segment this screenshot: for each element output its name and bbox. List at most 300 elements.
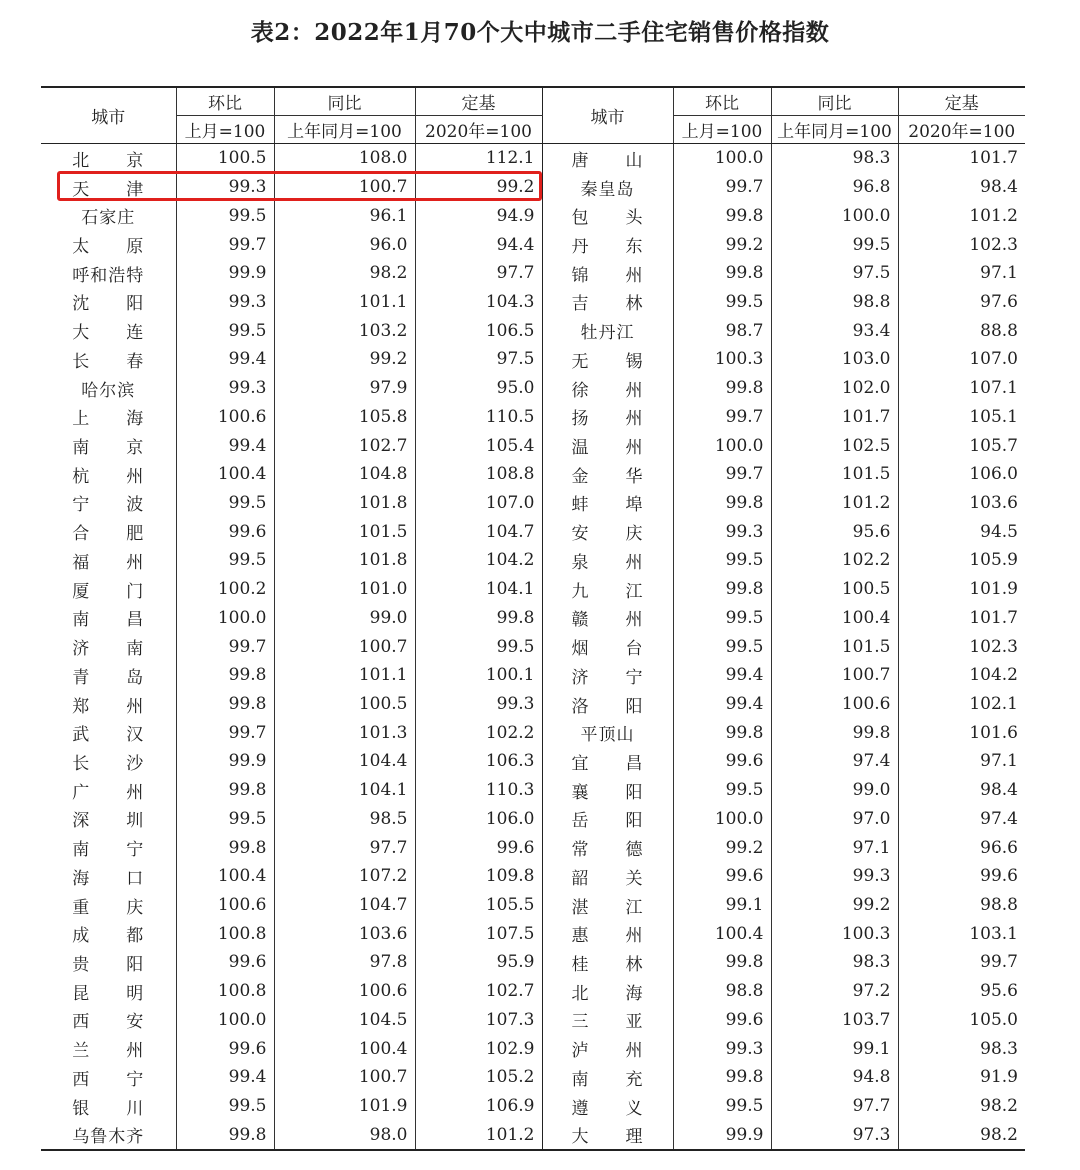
base-cell: 110.3 bbox=[415, 776, 542, 805]
city-name-cell: 泸 州 bbox=[542, 1034, 673, 1063]
city-name-cell: 南 京 bbox=[72, 438, 145, 459]
yoy-cell: 103.2 bbox=[274, 316, 415, 345]
city-name-cell: 重 庆 bbox=[72, 897, 145, 918]
base-base-left: 2020年=100 bbox=[415, 116, 542, 144]
table-row bbox=[41, 604, 1025, 633]
base-cell: 101.9 bbox=[898, 575, 1025, 604]
base-cell: 98.3 bbox=[898, 1034, 1025, 1063]
city-name-cell: 长 沙 bbox=[72, 753, 145, 774]
base-cell: 106.0 bbox=[415, 805, 542, 834]
yoy-cell: 97.8 bbox=[274, 948, 415, 977]
yoy-cell: 99.0 bbox=[274, 604, 415, 633]
city-name-cell: 宁 波 bbox=[72, 495, 145, 516]
base-cell: 109.8 bbox=[415, 862, 542, 891]
mom-cell: 99.5 bbox=[673, 1092, 771, 1121]
city-name-cell: 哈尔滨 bbox=[81, 380, 136, 401]
mom-cell: 99.8 bbox=[673, 1063, 771, 1092]
yoy-header-left: 同比 bbox=[274, 87, 415, 116]
table-row bbox=[41, 316, 1025, 345]
table-row bbox=[41, 805, 1025, 834]
mom-cell: 99.5 bbox=[176, 489, 274, 518]
mom-cell: 99.3 bbox=[176, 374, 274, 403]
table-row bbox=[41, 345, 1025, 374]
table-row bbox=[41, 288, 1025, 317]
base-cell: 99.2 bbox=[415, 173, 542, 202]
city-name-cell: 温 州 bbox=[542, 431, 673, 460]
mom-cell: 99.6 bbox=[176, 1034, 274, 1063]
base-cell: 105.9 bbox=[898, 546, 1025, 575]
city-name-cell: 石家庄 bbox=[81, 208, 136, 229]
yoy-cell: 98.3 bbox=[771, 144, 898, 173]
base-cell: 99.6 bbox=[415, 833, 542, 862]
mom-cell: 100.8 bbox=[176, 919, 274, 948]
mom-cell: 99.5 bbox=[176, 201, 274, 230]
table-row bbox=[41, 517, 1025, 546]
base-cell: 101.7 bbox=[898, 604, 1025, 633]
yoy-cell: 101.9 bbox=[274, 1092, 415, 1121]
base-cell: 105.0 bbox=[898, 1006, 1025, 1035]
yoy-cell: 101.5 bbox=[274, 517, 415, 546]
mom-cell: 99.8 bbox=[176, 776, 274, 805]
city-name-cell: 西 宁 bbox=[72, 1069, 145, 1090]
yoy-cell: 101.5 bbox=[771, 460, 898, 489]
city-name-cell: 蚌 埠 bbox=[542, 489, 673, 518]
city-name-cell: 泉 州 bbox=[542, 546, 673, 575]
base-cell: 98.2 bbox=[898, 1092, 1025, 1121]
city-name-cell: 大 理 bbox=[542, 1120, 673, 1150]
yoy-cell: 100.7 bbox=[274, 173, 415, 202]
price-index-table bbox=[41, 86, 1025, 1151]
base-cell: 105.7 bbox=[898, 431, 1025, 460]
base-cell: 106.0 bbox=[898, 460, 1025, 489]
base-cell: 105.2 bbox=[415, 1063, 542, 1092]
mom-header-right: 环比 bbox=[673, 87, 771, 116]
city-name-cell: 牡丹江 bbox=[542, 316, 673, 345]
city-name-cell: 昆 明 bbox=[72, 983, 145, 1004]
city-header-right: 城市 bbox=[542, 87, 673, 144]
table-body bbox=[41, 144, 1025, 1151]
mom-cell: 99.5 bbox=[176, 1092, 274, 1121]
yoy-cell: 97.0 bbox=[771, 805, 898, 834]
city-name-cell: 太 原 bbox=[72, 237, 145, 258]
mom-cell: 99.5 bbox=[673, 776, 771, 805]
yoy-cell: 99.0 bbox=[771, 776, 898, 805]
mom-cell: 99.5 bbox=[673, 288, 771, 317]
yoy-cell: 100.3 bbox=[771, 919, 898, 948]
city-name-cell: 沈 阳 bbox=[72, 294, 145, 315]
mom-cell: 99.8 bbox=[673, 575, 771, 604]
base-cell: 107.0 bbox=[898, 345, 1025, 374]
yoy-cell: 97.7 bbox=[771, 1092, 898, 1121]
base-cell: 94.5 bbox=[898, 517, 1025, 546]
base-cell: 103.1 bbox=[898, 919, 1025, 948]
mom-cell: 99.7 bbox=[176, 230, 274, 259]
yoy-cell: 101.3 bbox=[274, 718, 415, 747]
mom-cell: 99.8 bbox=[673, 201, 771, 230]
city-name-cell: 平顶山 bbox=[542, 718, 673, 747]
base-cell: 104.2 bbox=[415, 546, 542, 575]
base-cell: 107.1 bbox=[898, 374, 1025, 403]
yoy-cell: 96.0 bbox=[274, 230, 415, 259]
yoy-cell: 104.4 bbox=[274, 747, 415, 776]
base-cell: 102.2 bbox=[415, 718, 542, 747]
city-name-cell: 安 庆 bbox=[542, 517, 673, 546]
base-cell: 110.5 bbox=[415, 402, 542, 431]
yoy-cell: 108.0 bbox=[274, 144, 415, 173]
table-row bbox=[41, 833, 1025, 862]
base-cell: 101.2 bbox=[415, 1120, 542, 1150]
mom-cell: 99.3 bbox=[176, 288, 274, 317]
yoy-cell: 101.1 bbox=[274, 661, 415, 690]
mom-cell: 100.0 bbox=[176, 1006, 274, 1035]
base-cell: 104.1 bbox=[415, 575, 542, 604]
yoy-cell: 99.2 bbox=[274, 345, 415, 374]
yoy-cell: 97.9 bbox=[274, 374, 415, 403]
mom-cell: 99.8 bbox=[673, 948, 771, 977]
mom-cell: 99.1 bbox=[673, 891, 771, 920]
city-name-cell: 贵 阳 bbox=[72, 954, 145, 975]
highlight-box bbox=[57, 171, 542, 201]
base-cell: 102.1 bbox=[898, 690, 1025, 719]
yoy-cell: 102.0 bbox=[771, 374, 898, 403]
mom-cell: 100.4 bbox=[176, 862, 274, 891]
base-cell: 108.8 bbox=[415, 460, 542, 489]
city-name-cell: 北 海 bbox=[542, 977, 673, 1006]
city-name-cell: 扬 州 bbox=[542, 402, 673, 431]
city-name-cell: 上 海 bbox=[72, 409, 145, 430]
mom-cell: 99.8 bbox=[176, 833, 274, 862]
city-name-cell: 桂 林 bbox=[542, 948, 673, 977]
city-name-cell: 兰 州 bbox=[72, 1041, 145, 1062]
yoy-cell: 100.7 bbox=[771, 661, 898, 690]
yoy-cell: 100.4 bbox=[771, 604, 898, 633]
city-name-cell: 北 京 bbox=[72, 150, 145, 171]
base-cell: 97.5 bbox=[415, 345, 542, 374]
city-name-cell: 唐 山 bbox=[542, 144, 673, 173]
city-name-cell: 湛 江 bbox=[542, 891, 673, 920]
base-cell: 112.1 bbox=[415, 144, 542, 173]
mom-base-left: 上月=100 bbox=[176, 116, 274, 144]
yoy-cell: 104.5 bbox=[274, 1006, 415, 1035]
base-cell: 105.5 bbox=[415, 891, 542, 920]
table-row bbox=[41, 546, 1025, 575]
table-row bbox=[41, 632, 1025, 661]
yoy-cell: 93.4 bbox=[771, 316, 898, 345]
city-name-cell: 徐 州 bbox=[542, 374, 673, 403]
city-name-cell: 丹 东 bbox=[542, 230, 673, 259]
table-row bbox=[41, 891, 1025, 920]
base-header-right: 定基 bbox=[898, 87, 1025, 116]
mom-header-left: 环比 bbox=[176, 87, 274, 116]
city-name-cell: 武 汉 bbox=[72, 725, 145, 746]
city-name-cell: 天 津 bbox=[72, 179, 145, 200]
city-name-cell: 无 锡 bbox=[542, 345, 673, 374]
mom-cell: 100.6 bbox=[176, 891, 274, 920]
mom-cell: 99.6 bbox=[673, 747, 771, 776]
yoy-cell: 99.5 bbox=[771, 230, 898, 259]
table-row bbox=[41, 460, 1025, 489]
base-cell: 102.7 bbox=[415, 977, 542, 1006]
mom-cell: 99.4 bbox=[673, 690, 771, 719]
yoy-cell: 98.0 bbox=[274, 1120, 415, 1150]
yoy-cell: 101.8 bbox=[274, 546, 415, 575]
base-cell: 97.7 bbox=[415, 259, 542, 288]
base-cell: 105.1 bbox=[898, 402, 1025, 431]
base-cell: 98.4 bbox=[898, 776, 1025, 805]
yoy-cell: 94.8 bbox=[771, 1063, 898, 1092]
base-cell: 104.2 bbox=[898, 661, 1025, 690]
base-cell: 88.8 bbox=[898, 316, 1025, 345]
base-cell: 101.6 bbox=[898, 718, 1025, 747]
mom-cell: 99.8 bbox=[673, 374, 771, 403]
city-name-cell: 赣 州 bbox=[542, 604, 673, 633]
yoy-cell: 98.8 bbox=[771, 288, 898, 317]
yoy-cell: 103.7 bbox=[771, 1006, 898, 1035]
mom-cell: 100.8 bbox=[176, 977, 274, 1006]
base-cell: 106.3 bbox=[415, 747, 542, 776]
base-cell: 107.3 bbox=[415, 1006, 542, 1035]
mom-cell: 99.5 bbox=[673, 546, 771, 575]
mom-cell: 99.3 bbox=[673, 517, 771, 546]
base-cell: 98.8 bbox=[898, 891, 1025, 920]
yoy-cell: 99.8 bbox=[771, 718, 898, 747]
mom-cell: 99.9 bbox=[673, 1120, 771, 1150]
table-row bbox=[41, 948, 1025, 977]
base-cell: 99.8 bbox=[415, 604, 542, 633]
yoy-cell: 95.6 bbox=[771, 517, 898, 546]
table-row bbox=[41, 374, 1025, 403]
yoy-cell: 104.7 bbox=[274, 891, 415, 920]
mom-cell: 100.0 bbox=[176, 604, 274, 633]
mom-cell: 98.7 bbox=[673, 316, 771, 345]
city-name-cell: 南 充 bbox=[542, 1063, 673, 1092]
base-cell: 97.1 bbox=[898, 747, 1025, 776]
city-name-cell: 秦皇岛 bbox=[542, 173, 673, 202]
base-cell: 97.4 bbox=[898, 805, 1025, 834]
yoy-header-right: 同比 bbox=[771, 87, 898, 116]
city-name-cell: 长 春 bbox=[72, 351, 145, 372]
city-name-cell: 锦 州 bbox=[542, 259, 673, 288]
city-name-cell: 韶 关 bbox=[542, 862, 673, 891]
mom-base-right: 上月=100 bbox=[673, 116, 771, 144]
city-name-cell: 三 亚 bbox=[542, 1006, 673, 1035]
base-cell: 99.7 bbox=[898, 948, 1025, 977]
yoy-cell: 101.0 bbox=[274, 575, 415, 604]
base-base-right: 2020年=100 bbox=[898, 116, 1025, 144]
base-cell: 107.0 bbox=[415, 489, 542, 518]
city-name-cell: 呼和浩特 bbox=[72, 265, 145, 286]
table-row bbox=[41, 690, 1025, 719]
yoy-cell: 100.4 bbox=[274, 1034, 415, 1063]
yoy-cell: 100.7 bbox=[274, 632, 415, 661]
base-cell: 100.1 bbox=[415, 661, 542, 690]
yoy-cell: 100.0 bbox=[771, 201, 898, 230]
yoy-cell: 97.4 bbox=[771, 747, 898, 776]
yoy-cell: 100.5 bbox=[274, 690, 415, 719]
mom-cell: 99.8 bbox=[176, 690, 274, 719]
city-name-cell: 岳 阳 bbox=[542, 805, 673, 834]
base-cell: 95.9 bbox=[415, 948, 542, 977]
mom-cell: 100.4 bbox=[176, 460, 274, 489]
city-name-cell: 福 州 bbox=[72, 552, 145, 573]
base-cell: 102.3 bbox=[898, 632, 1025, 661]
mom-cell: 99.7 bbox=[673, 460, 771, 489]
mom-cell: 99.4 bbox=[176, 345, 274, 374]
city-name-cell: 厦 门 bbox=[72, 581, 145, 602]
mom-cell: 99.5 bbox=[176, 805, 274, 834]
base-cell: 95.6 bbox=[898, 977, 1025, 1006]
city-name-cell: 南 宁 bbox=[72, 840, 145, 861]
mom-cell: 99.6 bbox=[673, 862, 771, 891]
city-name-cell: 洛 阳 bbox=[542, 690, 673, 719]
table-header bbox=[41, 87, 1025, 144]
mom-cell: 98.8 bbox=[673, 977, 771, 1006]
table-row bbox=[41, 575, 1025, 604]
table-row bbox=[41, 977, 1025, 1006]
mom-cell: 99.2 bbox=[673, 833, 771, 862]
city-name-cell: 宜 昌 bbox=[542, 747, 673, 776]
mom-cell: 99.5 bbox=[673, 632, 771, 661]
base-cell: 101.2 bbox=[898, 201, 1025, 230]
mom-cell: 99.5 bbox=[176, 316, 274, 345]
yoy-cell: 104.1 bbox=[274, 776, 415, 805]
mom-cell: 99.6 bbox=[176, 948, 274, 977]
base-cell: 99.6 bbox=[898, 862, 1025, 891]
base-header-left: 定基 bbox=[415, 87, 542, 116]
yoy-cell: 101.2 bbox=[771, 489, 898, 518]
mom-cell: 99.7 bbox=[673, 173, 771, 202]
city-name-cell: 成 都 bbox=[72, 926, 145, 947]
yoy-cell: 103.6 bbox=[274, 919, 415, 948]
city-name-cell: 襄 阳 bbox=[542, 776, 673, 805]
mom-cell: 99.9 bbox=[176, 259, 274, 288]
mom-cell: 99.6 bbox=[673, 1006, 771, 1035]
yoy-cell: 102.2 bbox=[771, 546, 898, 575]
mom-cell: 99.2 bbox=[673, 230, 771, 259]
yoy-cell: 99.3 bbox=[771, 862, 898, 891]
table-row bbox=[41, 718, 1025, 747]
yoy-cell: 99.2 bbox=[771, 891, 898, 920]
table-row bbox=[41, 1120, 1025, 1150]
yoy-base-left: 上年同月=100 bbox=[274, 116, 415, 144]
base-cell: 104.7 bbox=[415, 517, 542, 546]
mom-cell: 100.3 bbox=[673, 345, 771, 374]
city-name-cell: 南 昌 bbox=[72, 610, 145, 631]
mom-cell: 100.2 bbox=[176, 575, 274, 604]
city-name-cell: 乌鲁木齐 bbox=[41, 1120, 176, 1150]
base-cell: 96.6 bbox=[898, 833, 1025, 862]
mom-cell: 100.0 bbox=[673, 431, 771, 460]
table-row bbox=[41, 747, 1025, 776]
mom-cell: 99.7 bbox=[176, 632, 274, 661]
table-row bbox=[41, 1034, 1025, 1063]
yoy-cell: 100.6 bbox=[771, 690, 898, 719]
yoy-cell: 99.1 bbox=[771, 1034, 898, 1063]
yoy-cell: 101.5 bbox=[771, 632, 898, 661]
table-row bbox=[41, 862, 1025, 891]
mom-cell: 99.4 bbox=[673, 661, 771, 690]
mom-cell: 100.6 bbox=[176, 402, 274, 431]
city-name-cell: 济 南 bbox=[72, 639, 145, 660]
table-title: 表2：2022年1月70个大中城市二手住宅销售价格指数 bbox=[250, 19, 830, 46]
table-row bbox=[41, 1092, 1025, 1121]
yoy-cell: 101.1 bbox=[274, 288, 415, 317]
yoy-cell: 98.2 bbox=[274, 259, 415, 288]
mom-cell: 99.7 bbox=[176, 718, 274, 747]
mom-cell: 99.8 bbox=[673, 718, 771, 747]
base-cell: 95.0 bbox=[415, 374, 542, 403]
base-cell: 91.9 bbox=[898, 1063, 1025, 1092]
city-name-cell: 西 安 bbox=[72, 1012, 145, 1033]
table-row bbox=[41, 1006, 1025, 1035]
base-cell: 98.4 bbox=[898, 173, 1025, 202]
city-name-cell: 九 江 bbox=[542, 575, 673, 604]
yoy-cell: 97.3 bbox=[771, 1120, 898, 1150]
mom-cell: 100.0 bbox=[673, 144, 771, 173]
yoy-cell: 101.8 bbox=[274, 489, 415, 518]
city-name-cell: 银 川 bbox=[72, 1098, 145, 1119]
mom-cell: 99.7 bbox=[673, 402, 771, 431]
city-name-cell: 海 口 bbox=[72, 868, 145, 889]
mom-cell: 99.8 bbox=[673, 259, 771, 288]
table-row bbox=[41, 1063, 1025, 1092]
base-cell: 99.5 bbox=[415, 632, 542, 661]
yoy-cell: 97.5 bbox=[771, 259, 898, 288]
yoy-cell: 96.8 bbox=[771, 173, 898, 202]
yoy-cell: 104.8 bbox=[274, 460, 415, 489]
base-cell: 106.9 bbox=[415, 1092, 542, 1121]
table-row bbox=[41, 259, 1025, 288]
city-header-left: 城市 bbox=[41, 87, 176, 144]
table-row bbox=[41, 144, 1025, 173]
city-name-cell: 惠 州 bbox=[542, 919, 673, 948]
base-cell: 97.6 bbox=[898, 288, 1025, 317]
base-cell: 105.4 bbox=[415, 431, 542, 460]
mom-cell: 99.4 bbox=[176, 1063, 274, 1092]
base-cell: 107.5 bbox=[415, 919, 542, 948]
base-cell: 101.7 bbox=[898, 144, 1025, 173]
yoy-cell: 100.6 bbox=[274, 977, 415, 1006]
mom-cell: 99.6 bbox=[176, 517, 274, 546]
mom-cell: 99.3 bbox=[673, 1034, 771, 1063]
city-name-cell: 包 头 bbox=[542, 201, 673, 230]
table-row bbox=[41, 661, 1025, 690]
table-row bbox=[41, 919, 1025, 948]
mom-cell: 99.9 bbox=[176, 747, 274, 776]
base-cell: 94.4 bbox=[415, 230, 542, 259]
yoy-cell: 98.5 bbox=[274, 805, 415, 834]
table-row bbox=[41, 230, 1025, 259]
yoy-cell: 102.5 bbox=[771, 431, 898, 460]
base-cell: 98.2 bbox=[898, 1120, 1025, 1150]
mom-cell: 100.4 bbox=[673, 919, 771, 948]
base-cell: 104.3 bbox=[415, 288, 542, 317]
city-name-cell: 深 圳 bbox=[72, 811, 145, 832]
yoy-cell: 105.8 bbox=[274, 402, 415, 431]
base-cell: 103.6 bbox=[898, 489, 1025, 518]
base-cell: 106.5 bbox=[415, 316, 542, 345]
yoy-cell: 101.7 bbox=[771, 402, 898, 431]
mom-cell: 99.5 bbox=[176, 546, 274, 575]
city-name-cell: 济 宁 bbox=[542, 661, 673, 690]
city-name-cell: 金 华 bbox=[542, 460, 673, 489]
base-cell: 102.3 bbox=[898, 230, 1025, 259]
yoy-cell: 102.7 bbox=[274, 431, 415, 460]
yoy-cell: 107.2 bbox=[274, 862, 415, 891]
city-name-cell: 郑 州 bbox=[72, 696, 145, 717]
base-cell: 102.9 bbox=[415, 1034, 542, 1063]
city-name-cell: 常 德 bbox=[542, 833, 673, 862]
